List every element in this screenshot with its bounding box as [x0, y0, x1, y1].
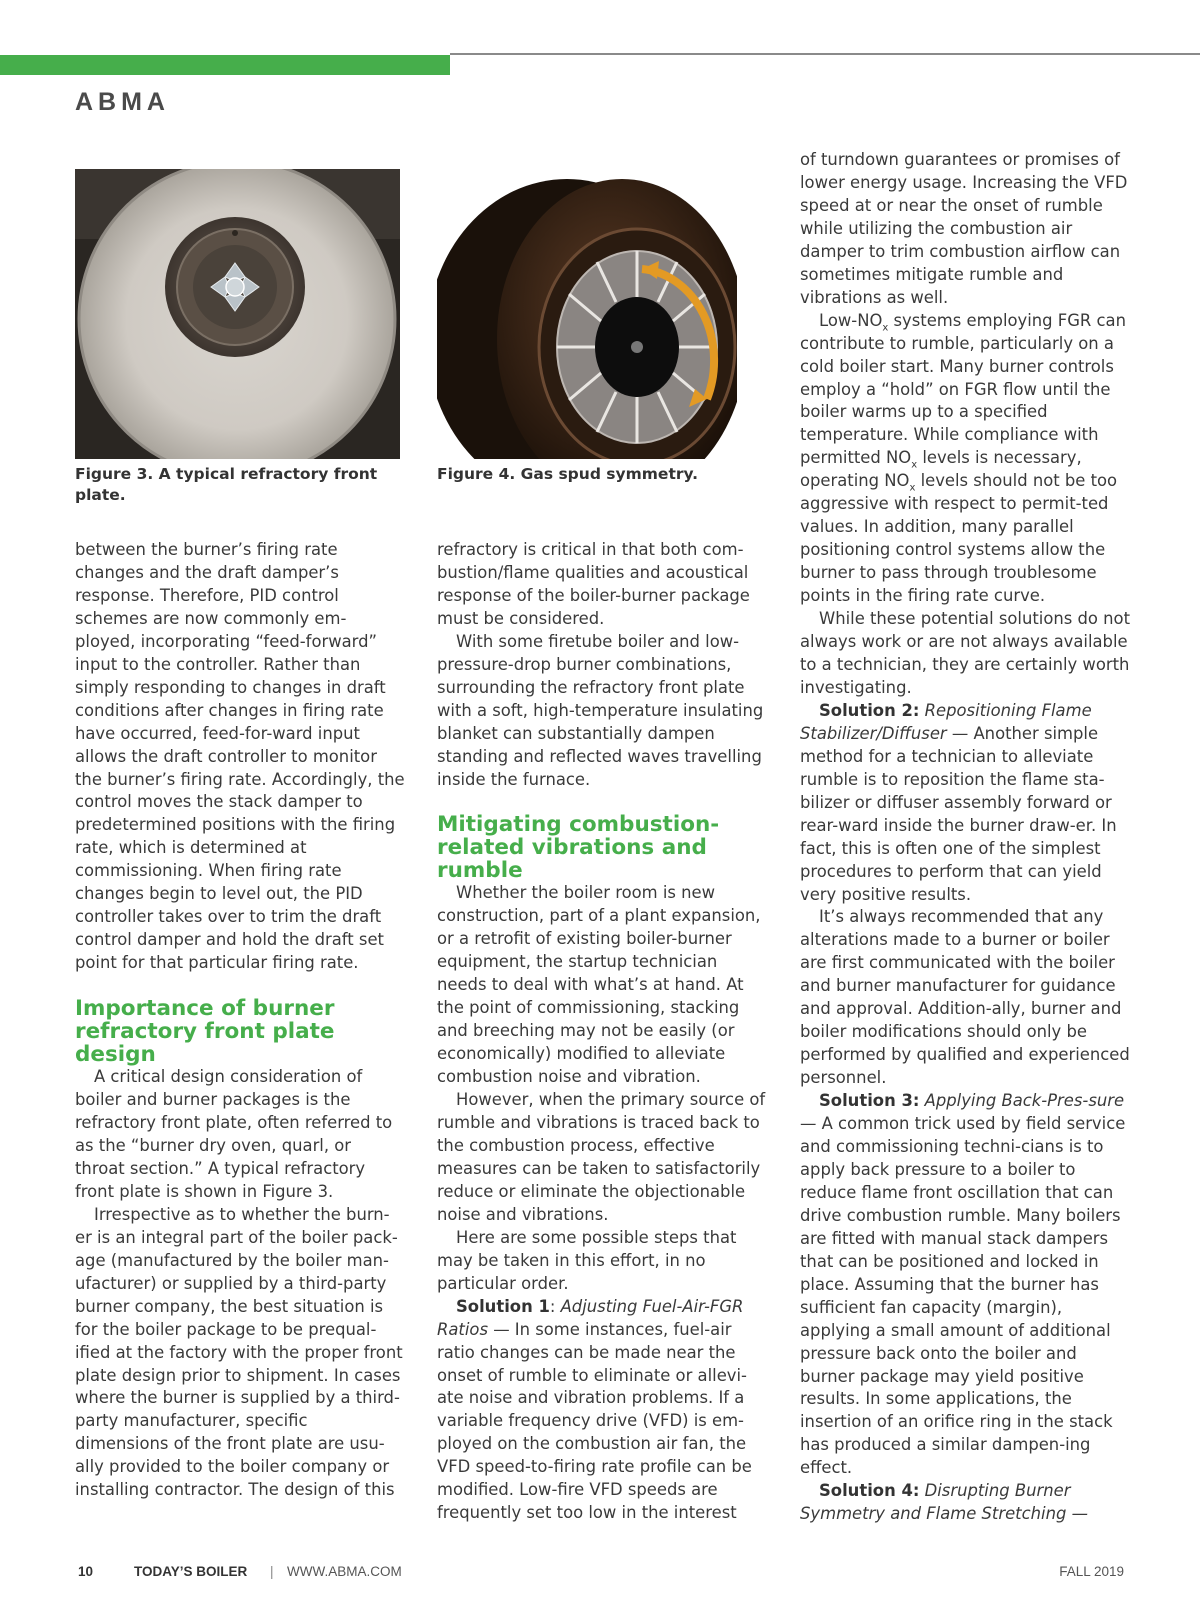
solution-label: Solution 1 — [456, 1296, 550, 1316]
paragraph: between the burner’s firing rate changes and the draft damper’s response. Therefore, PID control schemes are now commonly em-ployed, incorporating “feed-forward” input to the controller. Rather than simply responding to changes in draft conditions after changes in firing rate have occurred, feed-for-ward input allows the draft controller to monitor the burner’s firing rate. Accordingly, the control moves the stack damper to predetermined positions with the firing rate, which is determined at commissioning. When firing rate changes begin to level out, the PID controller takes over to trim the draft control damper and hold the draft set point for that particular firing rate. — [75, 540, 405, 973]
text-span: systems employing FGR can contribute to rumble, particularly on a cold boiler start. Many burner controls employ a “hold” on FGR flow until the boiler warms up to a specified temperature. While compliance with permitted NO — [800, 310, 1126, 468]
solution-4-paragraph — [800, 1480, 1130, 1526]
figure-4-image — [437, 169, 737, 459]
solution-title: Repositioning Flame Stabilizer/Diffuser — [800, 700, 1092, 743]
website-link[interactable]: WWW.ABMA.COM — [287, 1564, 402, 1579]
solution-text: — Another simple method for a technician to alleviate rumble is to reposition the flame sta-bilizer or diffuser assembly forward or rear-ward inside the burner draw-er. In fact, this is often one of the simplest procedures to perform that can yield very positive results. — [800, 723, 1117, 904]
page-number: 10 — [78, 1564, 94, 1579]
header-rule — [450, 53, 1200, 55]
text-span: levels is necessary, operating NO — [800, 448, 1082, 491]
article-column-3 — [800, 149, 1130, 1526]
subscript: x — [882, 321, 889, 333]
footer-separator: | — [270, 1564, 274, 1579]
magazine-name: TODAY’S BOILER — [134, 1564, 248, 1579]
figure-3-image — [75, 169, 400, 459]
paragraph: However, when the primary source of rumble and vibrations is traced back to the combustion process, effective measures can be taken to satisfactorily reduce or eliminate the objectionable noise and vibrations. — [437, 1090, 766, 1224]
paragraph: It’s always recommended that any alterations made to a burner or boiler are first communicated with the boiler and burner manufacturer for guidance and approval. Addition-ally, burner and boiler modifications should only be performed by qualified and experienced personnel. — [800, 907, 1130, 1088]
solution-3-paragraph — [800, 1090, 1130, 1480]
article-column-2 — [437, 539, 767, 1525]
text-span: Low-NO — [819, 310, 883, 330]
issue-season: FALL 2019 — [1059, 1564, 1124, 1579]
gas-spud-symmetry-illustration — [437, 169, 737, 459]
figure-3-caption: Figure 3. A typical refractory front plate. — [75, 465, 378, 504]
subscript: x — [911, 459, 918, 471]
article-column-1 — [75, 539, 405, 1502]
paragraph: Whether the boiler room is new construction, part of a plant expansion, or a retrofit of existing boiler-burner equipment, the startup technician needs to deal with what’s at hand. At the point of commissioning, stacking and breeching may not be easily (or economically) modified to alleviate combustion noise and vibration. — [437, 883, 761, 1087]
paragraph: A critical design consideration of boiler and burner packages is the refractory front plate, often referred to as the “burner dry oven, quarl, or throat section.” A typical refractory front plate is shown in Figure 3. — [75, 1067, 393, 1201]
section-heading: Importance of burner refractory front plate design — [75, 996, 335, 1068]
figure-4-caption: Figure 4. Gas spud symmetry. — [437, 465, 699, 483]
colon: : — [549, 1296, 561, 1316]
header-accent-bar — [0, 55, 450, 75]
solution-text: — In some instances, fuel-air ratio changes can be made near the onset of rumble to eliminate or allevi-ate noise and vibration problems. If a variable frequency drive (VFD) is em-ployed on the combustion air fan, the VFD speed-to-firing rate profile can be modified. Low-fire VFD speeds are frequently set too low in the interest — [437, 1319, 752, 1523]
paragraph: of turndown guarantees or promises of lower energy usage. Increasing the VFD speed at or near the onset of rumble while utilizing the combustion air damper to trim combustion airflow can sometimes mitigate rumble and vibrations as well. — [800, 150, 1128, 307]
header-brand: ABMA — [75, 88, 170, 116]
solution-1-paragraph — [437, 1296, 767, 1526]
solution-label: Solution 3: — [819, 1091, 920, 1111]
solution-text: — A common trick used by field service and commissioning techni-cians is to apply back pressure to a boiler to reduce flame front oscillation that can drive combustion rumble. Many boilers are fitted with manual stack dampers that can be positioned and locked in place. Assuming that the burner has sufficient fan capacity (margin), applying a small amount of additional pressure back onto the boiler and burner package may yield positive results. In some applications, the insertion of an orifice ring in the stack has produced a similar dampen-ing effect. — [800, 1114, 1126, 1478]
solution-title: Disrupting Burner Symmetry and Flame Stretching — — [800, 1481, 1088, 1524]
solution-title: Applying Back-Pres-sure — [924, 1091, 1125, 1111]
paragraph: While these potential solutions do not always work or are not always available to a technician, they are certainly worth investigating. — [800, 609, 1130, 697]
refractory-front-plate-illustration — [75, 169, 400, 459]
solution-title: Adjusting Fuel-Air-FGR Ratios — [437, 1296, 744, 1339]
paragraph: Here are some possible steps that may be taken in this effort, in no particular order. — [437, 1227, 737, 1293]
paragraph: refractory is critical in that both com-bustion/flame qualities and acoustical response of the boiler-burner package must be considered. — [437, 540, 750, 628]
solution-2-paragraph — [800, 700, 1130, 907]
solution-label: Solution 2: — [819, 700, 920, 720]
text-span: levels should not be too aggressive with respect to permit-ted values. In addition, many parallel positioning control systems allow the burner to pass through troublesome points in the firing rate curve. — [800, 471, 1118, 606]
low-nox-paragraph — [800, 310, 1130, 608]
paragraph: Irrespective as to whether the burn-er is an integral part of the boiler pack-age (manufactured by the boiler man-ufacturer) or supplied by a third-party burner company, the best situation is for the boiler package to be prequal-ified at the factory with the proper front plate design prior to shipment. In cases where the burner is supplied by a third-party manufacturer, specific dimensions of the front plate are usu-ally provided to the boiler company or installing contractor. The design of this — [75, 1204, 403, 1500]
subscript: x — [909, 482, 916, 494]
solution-label: Solution 4: — [819, 1481, 920, 1501]
paragraph: With some firetube boiler and low-pressure-drop burner combinations, surrounding the refractory front plate with a soft, high-temperature insulating blanket can substantially dampen standing and reflected waves travelling inside the furnace. — [437, 631, 764, 789]
section-heading: Mitigating combustion-related vibrations and rumble — [437, 812, 720, 884]
